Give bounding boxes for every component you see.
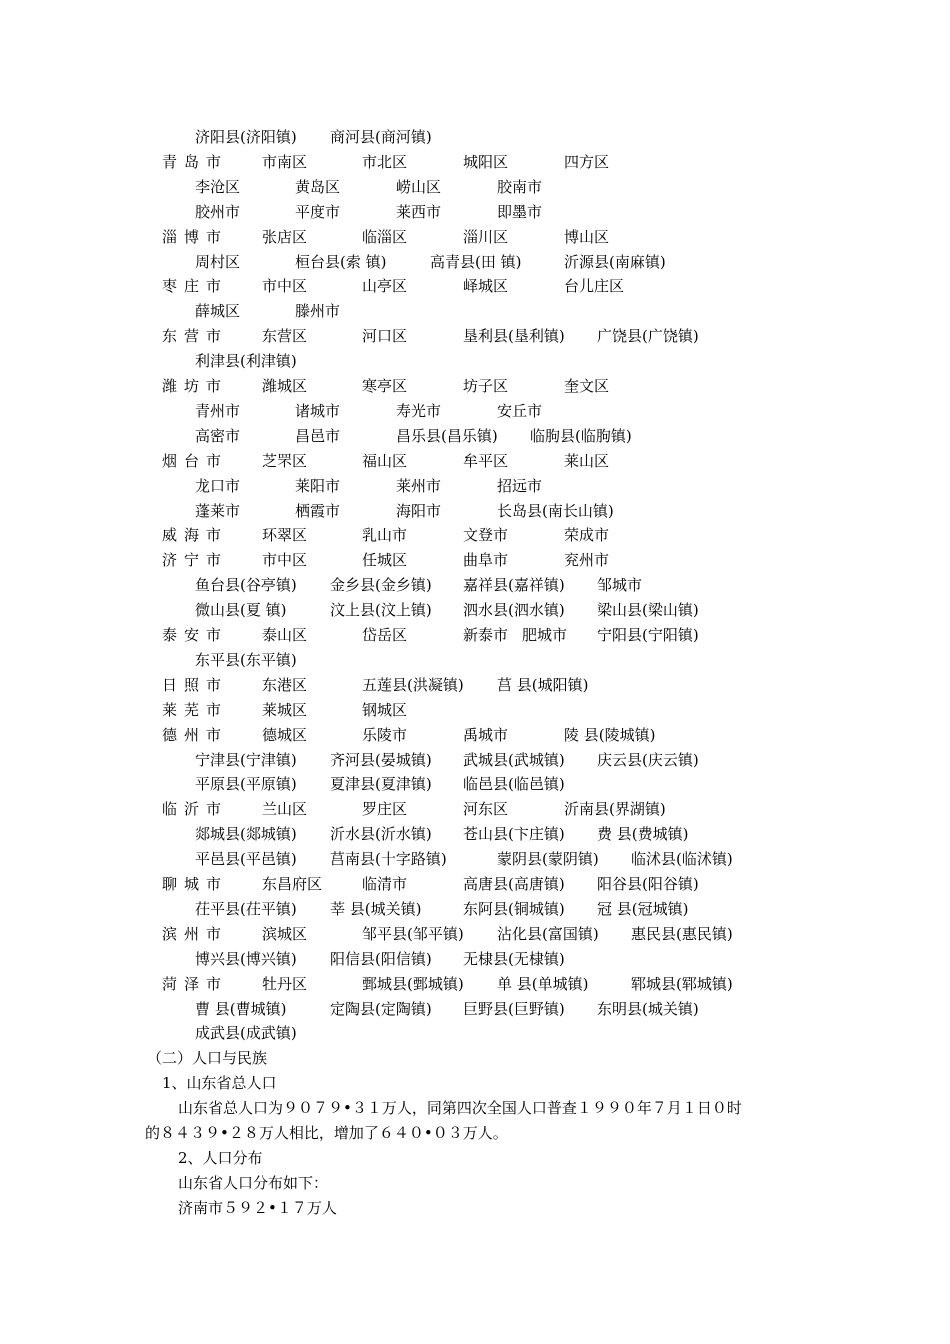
admin-row — [0, 399, 950, 424]
district-name: 桓台县(索 镇) — [295, 252, 387, 271]
district-name: 福山区 — [362, 451, 408, 470]
district-name: 牟平区 — [463, 451, 509, 470]
district-name: 蓬莱市 — [195, 501, 241, 520]
district-name: 邹平县(邹平镇) — [362, 924, 464, 943]
district-name: 东阿县(铜城镇) — [463, 899, 565, 918]
district-name: 兖州市 — [564, 551, 610, 570]
admin-row — [0, 499, 950, 524]
district-name: 广饶县(广饶镇) — [597, 327, 699, 346]
admin-row — [0, 797, 950, 822]
district-name: 文登市 — [463, 526, 509, 545]
city-name: 临沂市 — [162, 800, 229, 819]
district-name: 长岛县(南长山镇) — [497, 501, 614, 520]
district-name: 曲阜市 — [463, 551, 509, 570]
district-name: 利津县(利津镇) — [195, 352, 297, 371]
district-name: 昌邑市 — [295, 426, 341, 445]
district-name: 惠民县(惠民镇) — [631, 924, 733, 943]
district-name: 垦利县(垦利镇) — [463, 327, 565, 346]
district-name: 德城区 — [262, 725, 308, 744]
district-name: 新泰市 — [463, 626, 509, 644]
district-name: 梁山县(梁山镇) — [597, 601, 699, 620]
district-name: 沂南县(界湖镇) — [564, 800, 666, 819]
district-name: 高唐县(高唐镇) — [463, 875, 565, 893]
district-name: 平邑县(平邑镇) — [195, 850, 297, 869]
district-name: 费 县(费城镇) — [597, 825, 689, 844]
district-name: 安丘市 — [497, 401, 543, 420]
district-name: 东平县(东平镇) — [195, 650, 297, 669]
district-name: 高密市 — [195, 426, 241, 445]
admin-row — [0, 598, 950, 623]
district-name: 金乡县(金乡镇) — [330, 576, 432, 595]
city-name: 烟台市 — [162, 451, 229, 470]
district-name: 肥城市 — [522, 626, 568, 644]
district-name: 嘉祥县(嘉祥镇) — [463, 576, 565, 595]
admin-row — [0, 374, 950, 399]
district-name: 临清市 — [362, 875, 408, 893]
city-name: 滨州市 — [162, 924, 229, 943]
admin-row — [0, 897, 950, 922]
city-name: 济宁市 — [162, 551, 229, 570]
district-name: 平度市 — [295, 202, 341, 221]
admin-row — [0, 623, 950, 648]
district-name: 曹 县(曹城镇) — [195, 999, 287, 1018]
district-name: 庆云县(庆云镇) — [597, 750, 699, 769]
district-name: 兰山区 — [262, 800, 308, 819]
district-name: 昌乐县(昌乐镇) — [396, 426, 498, 445]
district-name: 夏津县(夏津镇) — [330, 775, 432, 794]
admin-row — [0, 573, 950, 598]
admin-row — [0, 299, 950, 324]
district-name: 牡丹区 — [262, 974, 308, 993]
admin-row — [0, 250, 950, 275]
district-name: 黄岛区 — [295, 177, 341, 196]
district-name: 齐河县(晏城镇) — [330, 750, 432, 769]
district-name: 莱州市 — [396, 476, 442, 495]
admin-row — [0, 548, 950, 573]
city-name: 聊城市 — [162, 875, 229, 893]
city-name: 青岛市 — [162, 152, 229, 171]
district-name: 莱西市 — [396, 202, 442, 221]
district-name: 招远市 — [497, 476, 543, 495]
district-name: 东港区 — [262, 675, 308, 694]
city-name: 潍坊市 — [162, 377, 229, 395]
district-name: 罗庄区 — [362, 800, 408, 819]
admin-row — [0, 822, 950, 847]
admin-row — [0, 698, 950, 723]
paragraph-line: 山东省人口分布如下： — [178, 1173, 329, 1192]
district-name: 峄城区 — [463, 277, 509, 296]
city-name: 菏泽市 — [162, 974, 229, 993]
subsection-heading: 2、人口分布 — [178, 1148, 263, 1167]
district-name: 龙口市 — [195, 476, 241, 495]
district-name: 阳谷县(阳谷镇) — [597, 875, 699, 893]
district-name: 城阳区 — [463, 152, 509, 171]
district-name: 泰山区 — [262, 626, 308, 644]
admin-row — [0, 648, 950, 673]
district-name: 市中区 — [262, 277, 308, 296]
admin-row — [0, 748, 950, 773]
district-name: 巨野县(巨野镇) — [463, 999, 565, 1018]
district-name: 临淄区 — [362, 227, 408, 246]
district-name: 鱼台县(谷亭镇) — [195, 576, 297, 595]
district-name: 定陶县(定陶镇) — [330, 999, 432, 1018]
admin-row — [0, 175, 950, 200]
admin-row — [0, 125, 950, 150]
admin-row — [0, 673, 950, 698]
district-name: 乳山市 — [362, 526, 408, 545]
admin-row — [0, 847, 950, 872]
admin-row — [0, 474, 950, 499]
district-name: 莒南县(十字路镇) — [330, 850, 447, 869]
district-name: 栖霞市 — [295, 501, 341, 520]
district-name: 泗水县(泗水镇) — [463, 601, 565, 620]
district-name: 沂水县(沂水镇) — [330, 825, 432, 844]
city-name: 德州市 — [162, 725, 229, 744]
district-name: 诸城市 — [295, 401, 341, 420]
district-name: 坊子区 — [463, 377, 509, 395]
district-name: 芝罘区 — [262, 451, 308, 470]
district-name: 茌平县(茌平镇) — [195, 899, 297, 918]
district-name: 沾化县(富国镇) — [497, 924, 599, 943]
district-name: 荣成市 — [564, 526, 610, 545]
paragraph-line: 济南市５９２•１７万人 — [178, 1198, 337, 1217]
district-name: 鄄城县(鄄城镇) — [362, 974, 464, 993]
district-name: 滕州市 — [295, 302, 341, 321]
district-name: 即墨市 — [497, 202, 543, 221]
district-name: 东营区 — [262, 327, 308, 346]
district-name: 郯城县(郯城镇) — [195, 825, 297, 844]
district-name: 岱岳区 — [362, 626, 408, 644]
district-name: 单 县(单城镇) — [497, 974, 589, 993]
admin-row — [0, 324, 950, 349]
admin-row — [0, 872, 950, 897]
admin-row — [0, 772, 950, 797]
district-name: 胶州市 — [195, 202, 241, 221]
district-name: 张店区 — [262, 227, 308, 246]
admin-row — [0, 225, 950, 250]
city-name: 淄博市 — [162, 227, 229, 246]
district-name: 冠 县(冠城镇) — [597, 899, 689, 918]
district-name: 商河县(商河镇) — [330, 128, 432, 146]
district-name: 阳信县(阳信镇) — [330, 949, 432, 968]
district-name: 薛城区 — [195, 302, 241, 321]
paragraph-line: 山东省总人口为９０７９•３１万人，同第四次全国人口普查１９９０年７月１日０时 — [178, 1099, 742, 1118]
district-name: 市中区 — [262, 551, 308, 570]
district-name: 李沧区 — [195, 177, 241, 196]
subsection-heading: 1、山东省总人口 — [162, 1074, 277, 1093]
district-name: 东昌府区 — [262, 875, 323, 893]
district-name: 武城县(武城镇) — [463, 750, 565, 769]
city-name: 莱芜市 — [162, 700, 229, 719]
admin-row — [0, 449, 950, 474]
district-name: 成武县(成武镇) — [195, 1024, 297, 1043]
admin-row — [0, 947, 950, 972]
admin-row — [0, 274, 950, 299]
city-name: 泰安市 — [162, 626, 229, 644]
district-name: 苍山县(卞庄镇) — [463, 825, 565, 844]
district-name: 莱阳市 — [295, 476, 341, 495]
district-name: 汶上县(汶上镇) — [330, 601, 432, 620]
district-name: 河东区 — [463, 800, 509, 819]
admin-row — [0, 922, 950, 947]
district-name: 蒙阴县(蒙阴镇) — [497, 850, 599, 869]
district-name: 郓城县(郓城镇) — [631, 974, 733, 993]
district-name: 博兴县(博兴镇) — [195, 949, 297, 968]
district-name: 台儿庄区 — [564, 277, 625, 296]
district-name: 任城区 — [362, 551, 408, 570]
district-name: 沂源县(南麻镇) — [564, 252, 666, 271]
district-name: 博山区 — [564, 227, 610, 246]
admin-row — [0, 972, 950, 997]
district-name: 市北区 — [362, 152, 408, 171]
district-name: 宁津县(宁津镇) — [195, 750, 297, 769]
district-name: 淄川区 — [463, 227, 509, 246]
district-name: 周村区 — [195, 252, 241, 271]
admin-row — [0, 349, 950, 374]
district-name: 海阳市 — [396, 501, 442, 520]
district-name: 莱山区 — [564, 451, 610, 470]
district-name: 济阳县(济阳镇) — [195, 128, 297, 146]
district-name: 河口区 — [362, 327, 408, 346]
district-name: 乐陵市 — [362, 725, 408, 744]
city-name: 威海市 — [162, 526, 229, 545]
paragraph-line: 的８４３９•２８万人相比，增加了６４０•０３万人。 — [145, 1124, 508, 1142]
district-name: 寿光市 — [396, 401, 442, 420]
district-name: 无棣县(无棣镇) — [463, 949, 565, 968]
city-name: 东营市 — [162, 327, 229, 346]
district-name: 陵 县(陵城镇) — [564, 725, 656, 744]
district-name: 东明县(城关镇) — [597, 999, 699, 1018]
district-name: 莘 县(城关镇) — [330, 899, 422, 918]
district-name: 临邑县(临邑镇) — [463, 775, 565, 794]
district-name: 临朐县(临朐镇) — [530, 426, 632, 445]
district-name: 青州市 — [195, 401, 241, 420]
admin-row — [0, 150, 950, 175]
district-name: 微山县(夏 镇) — [195, 601, 287, 620]
district-name: 潍城区 — [262, 377, 308, 395]
district-name: 莒 县(城阳镇) — [497, 675, 589, 694]
district-name: 高青县(田 镇) — [430, 252, 522, 271]
district-name: 滨城区 — [262, 924, 308, 943]
district-name: 临沭县(临沭镇) — [631, 850, 733, 869]
district-name: 邹城市 — [597, 576, 643, 595]
district-name: 五莲县(洪凝镇) — [362, 675, 464, 694]
district-name: 胶南市 — [497, 177, 543, 196]
district-name: 崂山区 — [396, 177, 442, 196]
city-name: 日照市 — [162, 675, 229, 694]
district-name: 宁阳县(宁阳镇) — [597, 626, 699, 644]
district-name: 莱城区 — [262, 700, 308, 719]
admin-row — [0, 997, 950, 1022]
admin-row — [0, 1021, 950, 1046]
district-name: 奎文区 — [564, 377, 610, 395]
admin-row — [0, 200, 950, 225]
district-name: 四方区 — [564, 152, 610, 171]
admin-row — [0, 424, 950, 449]
district-name: 山亭区 — [362, 277, 408, 296]
admin-row — [0, 523, 950, 548]
district-name: 平原县(平原镇) — [195, 775, 297, 794]
district-name: 寒亭区 — [362, 377, 408, 395]
district-name: 环翠区 — [262, 526, 308, 545]
admin-row — [0, 723, 950, 748]
section-title: （二）人口与民族 — [147, 1049, 268, 1068]
city-name: 枣庄市 — [162, 277, 229, 296]
district-name: 市南区 — [262, 152, 308, 171]
district-name: 钢城区 — [362, 700, 408, 719]
district-name: 禹城市 — [463, 725, 509, 744]
